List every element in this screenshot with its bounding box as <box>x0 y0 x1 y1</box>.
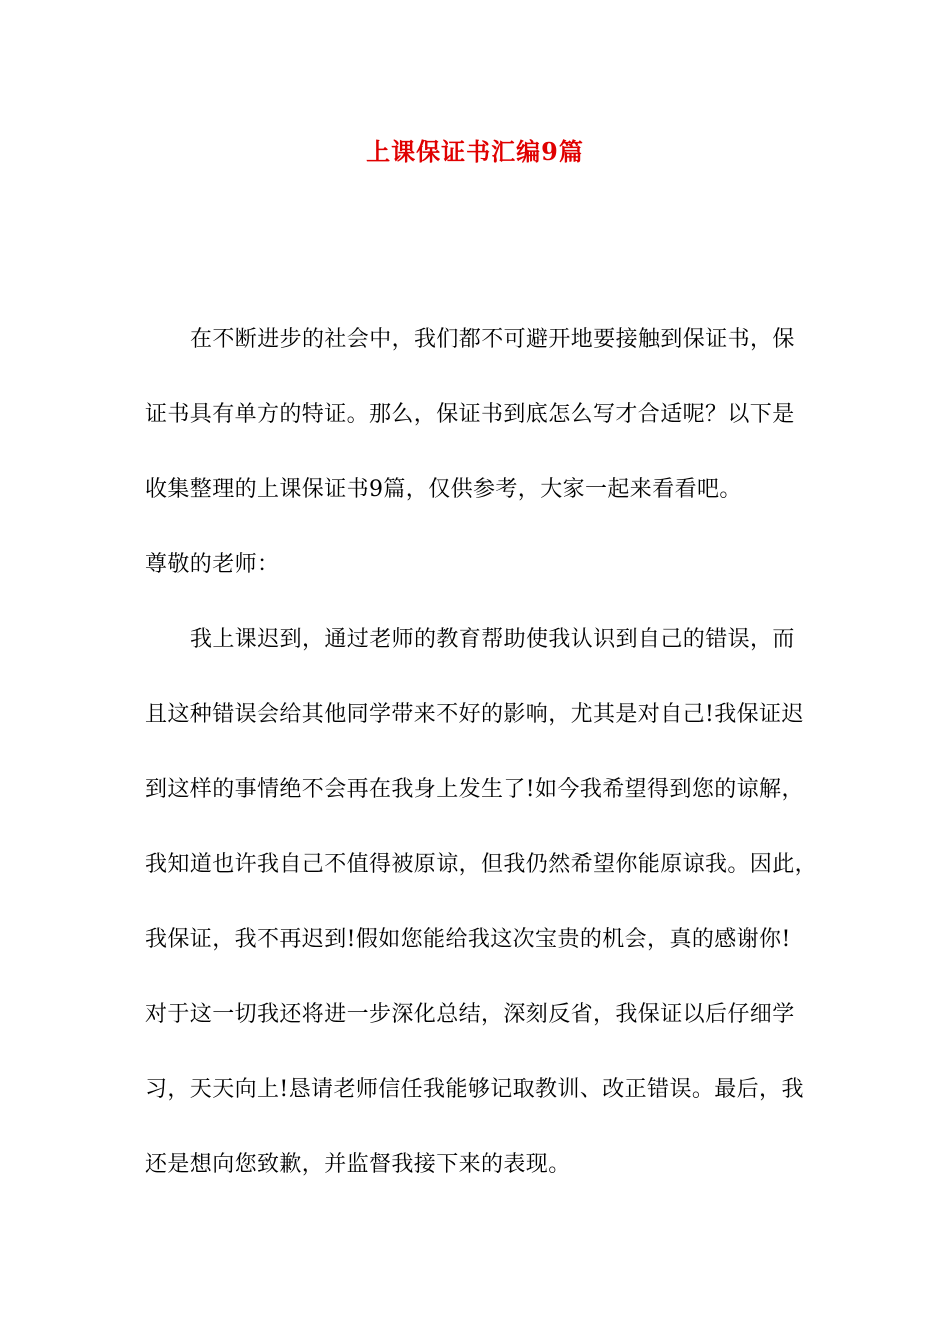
paragraph-line: 习，天天向上!恳请老师信任我能够记取教训、改正错误。最后，我 <box>145 1077 804 1102</box>
paragraph-line: 收集整理的上课保证书9篇，仅供参考，大家一起来看看吧。 <box>145 477 742 502</box>
paragraph-line: 到这样的事情绝不会再在我身上发生了!如今我希望得到您的谅解， <box>145 777 804 802</box>
paragraph-line: 对于这一切我还将进一步深化总结，深刻反省，我保证以后仔细学 <box>145 1002 795 1027</box>
paragraph-line: 证书具有单方的特证。那么，保证书到底怎么写才合适呢？以下是 <box>145 402 795 427</box>
salutation: 尊敬的老师： <box>145 552 280 577</box>
paragraph-line: 我保证，我不再迟到!假如您能给我这次宝贵的机会，真的感谢你! <box>145 927 791 952</box>
paragraph-line: 我上课迟到，通过老师的教育帮助使我认识到自己的错误，而 <box>190 627 795 652</box>
document-title: 上课保证书汇编9篇 <box>366 137 584 166</box>
paragraph-line: 还是想向您致歉，并监督我接下来的表现。 <box>145 1152 571 1177</box>
paragraph-line: 在不断进步的社会中，我们都不可避开地要接触到保证书，保 <box>190 327 795 352</box>
paragraph-line: 且这种错误会给其他同学带来不好的影响，尤其是对自己!我保证迟 <box>145 702 804 727</box>
paragraph-line: 我知道也许我自己不值得被原谅，但我仍然希望你能原谅我。因此， <box>145 852 818 877</box>
